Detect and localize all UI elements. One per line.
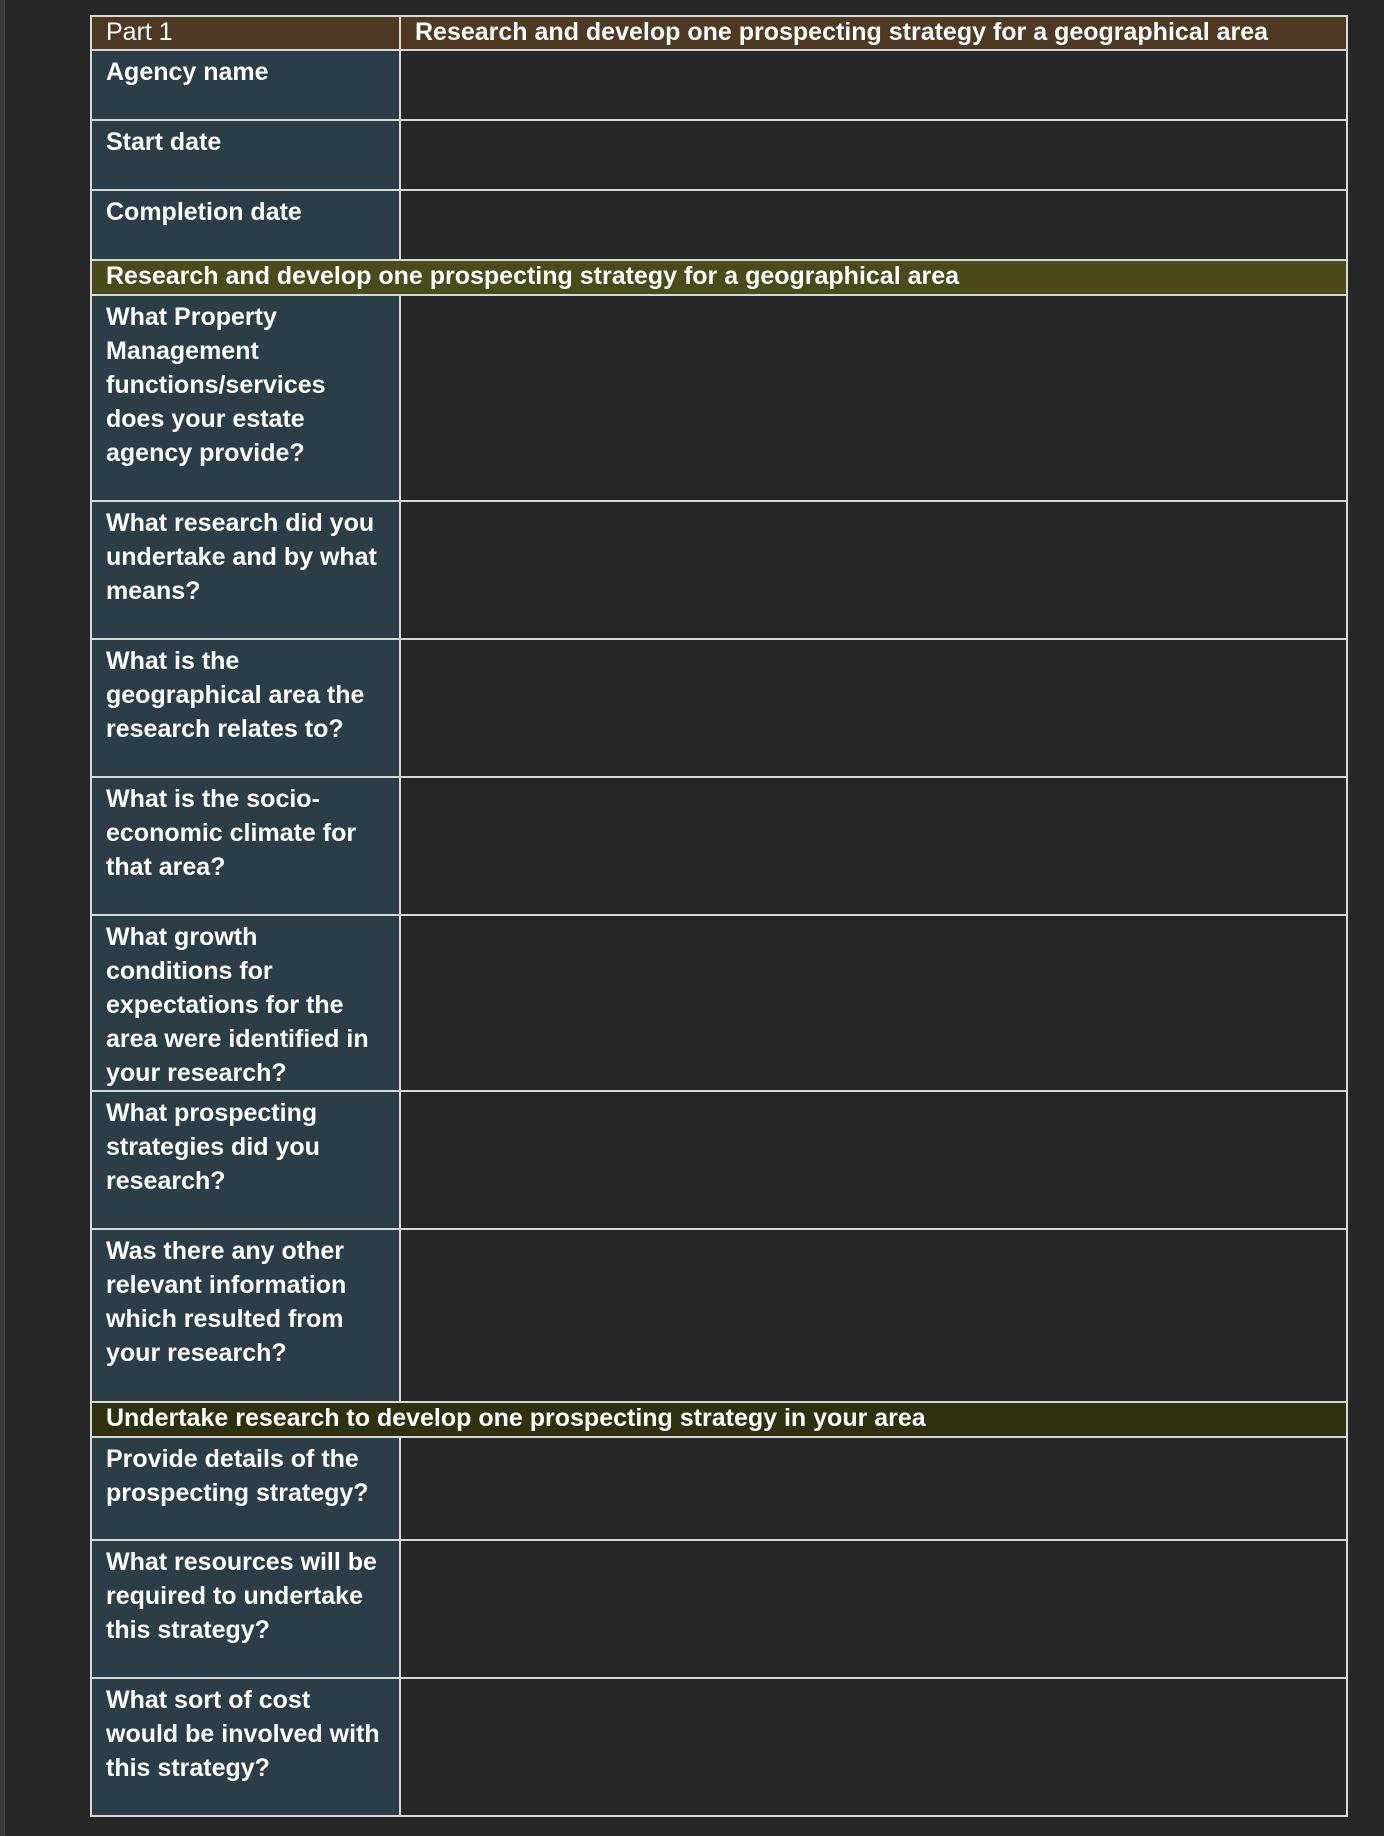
start-date-label: Start date: [91, 120, 400, 190]
question-label-geographical-area: What is the geographical area the research relates to?: [91, 639, 400, 777]
answer-field-strategy-details[interactable]: [400, 1437, 1347, 1540]
answer-field-socio-economic[interactable]: [400, 777, 1347, 915]
detail-row-completion-date: [91, 190, 1347, 260]
question-row: [91, 915, 1347, 1091]
question-label-strategy-details: Provide details of the prospecting strategy?: [91, 1437, 400, 1540]
question-row: [91, 1540, 1347, 1678]
answer-field-growth-conditions[interactable]: [400, 915, 1347, 1091]
part-label: Part 1: [91, 16, 400, 50]
question-label-growth-conditions: What growth conditions for expectations for the area were identified in your research?: [91, 915, 400, 1091]
section-header-row: [91, 1402, 1347, 1437]
section-title-research: Research and develop one prospecting strategy for a geographical area: [91, 260, 1347, 295]
detail-row-start-date: [91, 120, 1347, 190]
answer-field-research-means[interactable]: [400, 501, 1347, 639]
completion-date-field[interactable]: [400, 190, 1347, 260]
question-row: [91, 1437, 1347, 1540]
answer-field-resources[interactable]: [400, 1540, 1347, 1678]
completion-date-label: Completion date: [91, 190, 400, 260]
question-label-socio-economic: What is the socio-economic climate for that area?: [91, 777, 400, 915]
detail-row-agency-name: [91, 50, 1347, 120]
page-left-edge: [0, 0, 5, 1836]
question-row: [91, 501, 1347, 639]
question-row: [91, 777, 1347, 915]
answer-field-geographical-area[interactable]: [400, 639, 1347, 777]
agency-name-field[interactable]: [400, 50, 1347, 120]
part-header-row: [91, 16, 1347, 50]
question-label-prospecting-strategies: What prospecting strategies did you research?: [91, 1091, 400, 1229]
answer-field-cost[interactable]: [400, 1678, 1347, 1816]
part-title: Research and develop one prospecting strategy for a geographical area: [400, 16, 1347, 50]
question-row: [91, 1678, 1347, 1816]
question-row: [91, 1229, 1347, 1402]
answer-field-services[interactable]: [400, 295, 1347, 501]
question-row: [91, 1091, 1347, 1229]
assessment-form-table: [90, 15, 1348, 1817]
agency-name-label: Agency name: [91, 50, 400, 120]
question-row: [91, 295, 1347, 501]
question-label-services: What Property Management functions/services does your estate agency provide?: [91, 295, 400, 501]
section-title-undertake: Undertake research to develop one prospecting strategy in your area: [91, 1402, 1347, 1437]
answer-field-other-information[interactable]: [400, 1229, 1347, 1402]
section-header-row: [91, 260, 1347, 295]
start-date-field[interactable]: [400, 120, 1347, 190]
question-label-cost: What sort of cost would be involved with this strategy?: [91, 1678, 400, 1816]
question-row: [91, 639, 1347, 777]
question-label-research-means: What research did you undertake and by what means?: [91, 501, 400, 639]
question-label-other-information: Was there any other relevant information which resulted from your research?: [91, 1229, 400, 1402]
answer-field-prospecting-strategies[interactable]: [400, 1091, 1347, 1229]
question-label-resources: What resources will be required to undertake this strategy?: [91, 1540, 400, 1678]
